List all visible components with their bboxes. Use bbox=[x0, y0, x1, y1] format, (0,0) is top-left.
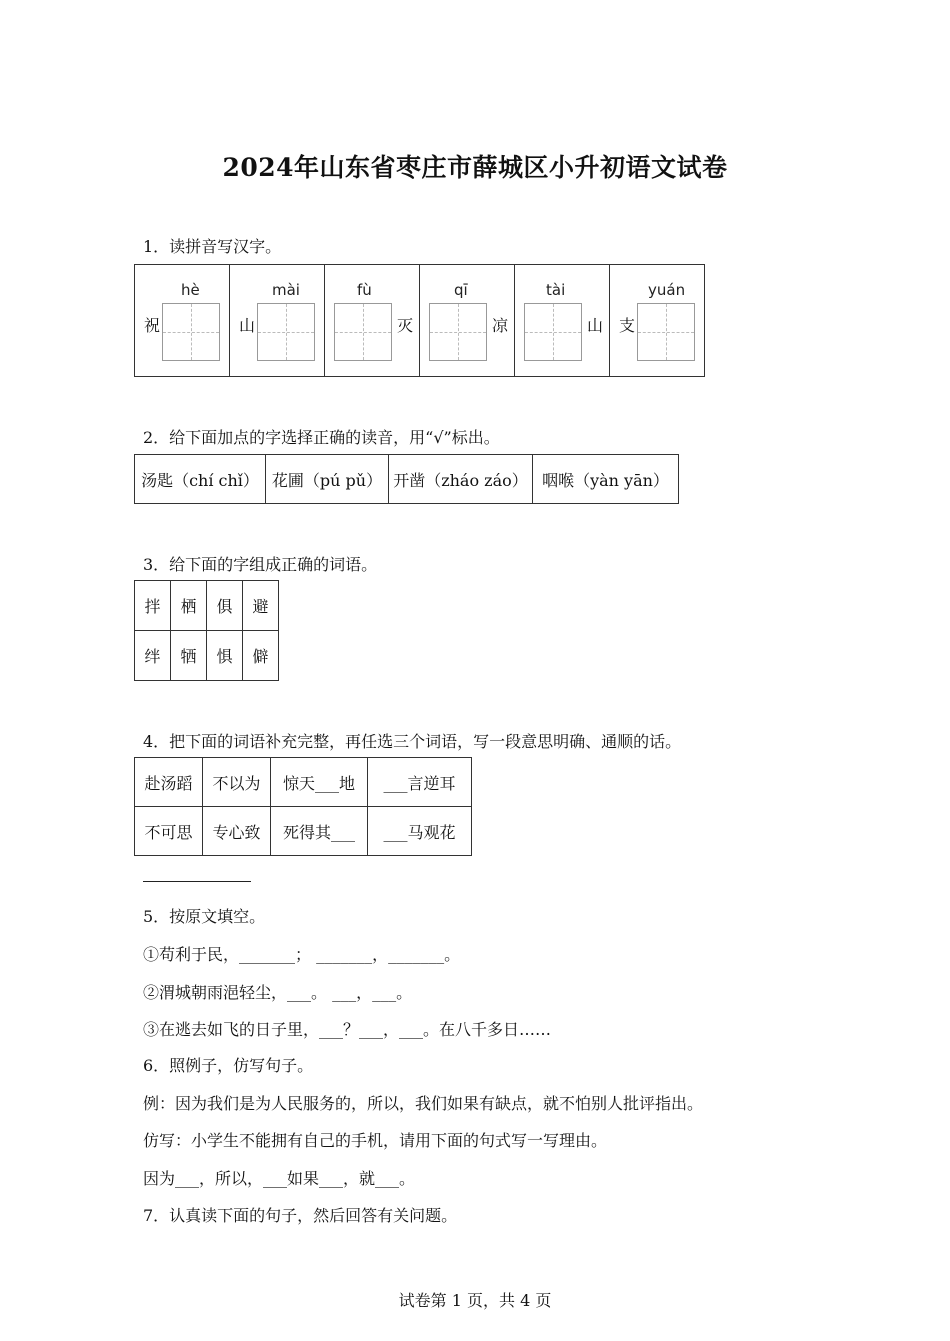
q4-idiom[interactable]: 惊天___地 bbox=[271, 758, 368, 807]
q1-cell[interactable] bbox=[325, 265, 420, 377]
q3-char: 栖 bbox=[171, 581, 207, 631]
q1-cell[interactable] bbox=[515, 265, 610, 377]
writing-box[interactable] bbox=[162, 303, 220, 361]
writing-box[interactable] bbox=[257, 303, 315, 361]
q2-option[interactable]: 花圃（pú pǔ） bbox=[266, 455, 389, 504]
q4-idiom[interactable]: 专心致 bbox=[203, 807, 271, 856]
q1-prompt: 1．读拼音写汉字。 bbox=[143, 237, 282, 256]
q2-option[interactable]: 开凿（zháo záo） bbox=[389, 455, 533, 504]
q3-char: 绊 bbox=[135, 631, 171, 681]
q3-char: 僻 bbox=[243, 631, 279, 681]
q3-char: 拌 bbox=[135, 581, 171, 631]
q4-idiom[interactable]: 赴汤蹈 bbox=[135, 758, 203, 807]
writing-box[interactable] bbox=[334, 303, 392, 361]
q6-example: 例：因为我们是为人民服务的，所以，我们如果有缺点，就不怕别人批评指出。 bbox=[143, 1094, 704, 1113]
q1-char: 祝 bbox=[144, 316, 161, 335]
q2-option[interactable]: 汤匙（chí chǐ） bbox=[135, 455, 266, 504]
q1-pinyin: fù bbox=[357, 281, 372, 299]
q1-pinyin: tài bbox=[546, 281, 566, 299]
q3-prompt: 3．给下面的字组成正确的词语。 bbox=[143, 555, 378, 574]
q1-pinyin-table bbox=[134, 264, 705, 377]
q4-idiom[interactable]: ___马观花 bbox=[368, 807, 472, 856]
q1-char: 灭 bbox=[397, 316, 414, 335]
q1-pinyin: qī bbox=[454, 281, 468, 299]
q1-pinyin: hè bbox=[181, 281, 200, 299]
q3-char: 牺 bbox=[171, 631, 207, 681]
q1-char: 支 bbox=[619, 316, 636, 335]
q4-idiom[interactable]: ___言逆耳 bbox=[368, 758, 472, 807]
q1-char: 山 bbox=[239, 316, 256, 335]
q2-prompt: 2．给下面加点的字选择正确的读音，用“√”标出。 bbox=[143, 428, 500, 447]
q5-item[interactable]: ②渭城朝雨浥轻尘，___。 ___，___。 bbox=[143, 983, 413, 1002]
writing-box[interactable] bbox=[524, 303, 582, 361]
q5-item[interactable]: ③在逃去如飞的日子里，___？___，___。在八千多日…… bbox=[143, 1020, 552, 1039]
q7-prompt: 7．认真读下面的句子，然后回答有关问题。 bbox=[143, 1206, 458, 1225]
q1-cell[interactable] bbox=[135, 265, 230, 377]
q1-cell[interactable] bbox=[420, 265, 515, 377]
q2-reading-table bbox=[134, 454, 679, 504]
q6-task: 仿写：小学生不能拥有自己的手机，请用下面的句式写一写理由。 bbox=[143, 1131, 608, 1150]
q4-prompt: 4．把下面的词语补充完整，再任选三个词语，写一段意思明确、通顺的话。 bbox=[143, 732, 682, 751]
page-title: 2024年山东省枣庄市薛城区小升初语文试卷 bbox=[222, 153, 728, 182]
q2-option[interactable]: 咽喉（yàn yān） bbox=[533, 455, 679, 504]
q3-char: 俱 bbox=[207, 581, 243, 631]
q1-pinyin: yuán bbox=[648, 281, 686, 299]
q3-char-table bbox=[134, 580, 279, 681]
q4-idiom-table bbox=[134, 757, 472, 856]
page-footer: 试卷第 1 页，共 4 页 bbox=[398, 1291, 552, 1310]
q1-cell[interactable] bbox=[230, 265, 325, 377]
q4-idiom[interactable]: 不以为 bbox=[203, 758, 271, 807]
q1-cell[interactable] bbox=[610, 265, 705, 377]
q1-pinyin: mài bbox=[272, 281, 300, 299]
q6-template[interactable]: 因为___，所以，___如果___，就___。 bbox=[143, 1169, 416, 1188]
q3-char: 避 bbox=[243, 581, 279, 631]
q3-char: 惧 bbox=[207, 631, 243, 681]
q1-char: 凉 bbox=[492, 316, 509, 335]
q4-idiom[interactable]: 不可思 bbox=[135, 807, 203, 856]
writing-box[interactable] bbox=[429, 303, 487, 361]
q5-prompt: 5．按原文填空。 bbox=[143, 907, 266, 926]
q1-char: 山 bbox=[587, 316, 604, 335]
writing-box[interactable] bbox=[637, 303, 695, 361]
q6-prompt: 6．照例子，仿写句子。 bbox=[143, 1056, 314, 1075]
q5-item[interactable]: ①苟利于民，_______； _______，_______。 bbox=[143, 945, 461, 964]
answer-line[interactable] bbox=[143, 881, 251, 882]
q4-idiom[interactable]: 死得其___ bbox=[271, 807, 368, 856]
